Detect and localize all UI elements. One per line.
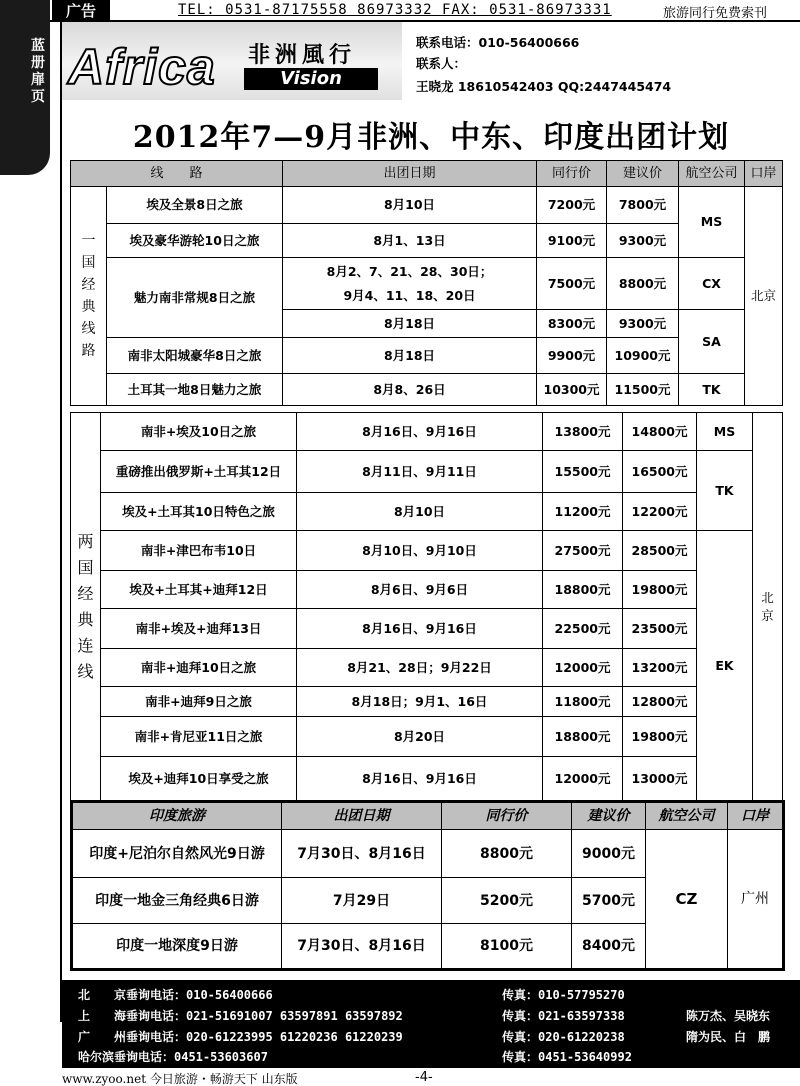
airline: MS: [697, 413, 753, 451]
table-row: [71, 187, 783, 224]
peer-price: 27500元: [543, 531, 623, 571]
suggest-price: 28500元: [623, 531, 697, 571]
col-date: 出团日期: [283, 161, 537, 187]
guangzhou-fax: 传真：020-61220238: [502, 1030, 625, 1044]
date: 8月21、28日；9月22日: [297, 649, 543, 687]
suggest-price: 16500元: [623, 451, 697, 493]
date: 8月18日: [283, 310, 537, 338]
col-peer: 同行价: [537, 161, 607, 187]
table-row: [71, 717, 783, 757]
logo-chinese: 非洲風行: [248, 43, 357, 68]
table-row: [71, 493, 783, 531]
peer-price: 22500元: [543, 609, 623, 649]
airline: CZ: [646, 830, 728, 970]
contact-name: 王晓龙 18610542403 QQ:2447445474: [416, 79, 672, 94]
route: 南非+埃及10日之旅: [101, 413, 297, 451]
col-suggest: 建议价: [572, 802, 646, 830]
table-row: [71, 531, 783, 571]
route: 埃及+迪拜10日享受之旅: [101, 757, 297, 801]
date: 8月16日、9月16日: [297, 609, 543, 649]
side-tab-label: 蓝册扉页: [31, 38, 45, 105]
table-row: [71, 224, 783, 258]
beijing-phone: 北 京垂询电话：010-56400666: [78, 988, 273, 1002]
date: 8月6日、9月6日: [297, 571, 543, 609]
suggest-price: 11500元: [607, 374, 679, 406]
peer-price: 8100元: [442, 924, 572, 970]
date: [283, 258, 537, 310]
port-text: 北京: [761, 589, 774, 623]
table-row: [71, 687, 783, 717]
date: 8月18日；9月1、16日: [297, 687, 543, 717]
table-row: [71, 413, 783, 451]
logo-vision: Vision: [244, 68, 378, 90]
suggest-price: 8400元: [572, 924, 646, 970]
airline: EK: [697, 531, 753, 801]
suggest-price: 19800元: [623, 717, 697, 757]
route: 土耳其一地8日魅力之旅: [107, 374, 283, 406]
date-line-2: 9月4、11、18、20日: [343, 287, 476, 303]
airline: CX: [679, 258, 745, 310]
route: 重磅推出俄罗斯+土耳其12日: [101, 451, 297, 493]
date: 8月10日、9月10日: [297, 531, 543, 571]
shanghai-fax: 传真：021-63597338: [502, 1009, 625, 1023]
peer-price: 11800元: [543, 687, 623, 717]
route: 埃及全景8日之旅: [107, 187, 283, 224]
port: [753, 413, 783, 801]
suggest-price: 7800元: [607, 187, 679, 224]
suggest-price: 9300元: [607, 224, 679, 258]
suggest-price: 9300元: [607, 310, 679, 338]
logo-africa: Africa: [68, 39, 216, 95]
date: 8月18日: [283, 338, 537, 374]
harbin-fax: 传真：0451-53640992: [502, 1050, 632, 1064]
table-row: [71, 609, 783, 649]
route: 南非+迪拜9日之旅: [101, 687, 297, 717]
one-country-table: [70, 160, 783, 406]
contact-person: 联系人：: [416, 56, 467, 71]
date: 7月29日: [282, 878, 442, 924]
date: 8月11日、9月11日: [297, 451, 543, 493]
route: 南非+埃及+迪拜13日: [101, 609, 297, 649]
suggest-price: 23500元: [623, 609, 697, 649]
suggest-price: 5700元: [572, 878, 646, 924]
peer-price: 11200元: [543, 493, 623, 531]
route: 魅力南非常规8日之旅: [107, 258, 283, 338]
peer-price: 10300元: [537, 374, 607, 406]
suggest-price: 12800元: [623, 687, 697, 717]
col-port: 口岸: [745, 161, 783, 187]
date-line-1: 8月2、7、21、28、30日；: [326, 263, 493, 279]
suggest-price: 13000元: [623, 757, 697, 801]
peer-price: 9100元: [537, 224, 607, 258]
peer-price: 12000元: [543, 757, 623, 801]
guangzhou-contact: 隋为民、白 鹏: [686, 1030, 771, 1044]
group-label: [71, 187, 107, 406]
peer-price: 18800元: [543, 717, 623, 757]
page-number: -4-: [415, 1070, 433, 1085]
col-suggest: 建议价: [607, 161, 679, 187]
airline: SA: [679, 310, 745, 374]
table-row: [71, 571, 783, 609]
col-route: 线 路: [71, 161, 283, 187]
two-country-table: [70, 412, 783, 801]
group-text: 一国经典线路: [81, 233, 96, 359]
shanghai-contact: 陈万杰、吴晓东: [686, 1009, 771, 1023]
guangzhou-phone: 广 州垂询电话：020-61223995 61220236 61220239: [78, 1030, 403, 1044]
india-table: [70, 800, 785, 971]
port: 北京: [745, 187, 783, 406]
suggest-price: 14800元: [623, 413, 697, 451]
table-row: [72, 830, 784, 878]
route: 南非+迪拜10日之旅: [101, 649, 297, 687]
peer-price: 12000元: [543, 649, 623, 687]
suggest-price: 8800元: [607, 258, 679, 310]
date: 8月1、13日: [283, 224, 537, 258]
date: 8月8、26日: [283, 374, 537, 406]
table-header: [72, 802, 784, 830]
airline: MS: [679, 187, 745, 258]
suggest-price: 12200元: [623, 493, 697, 531]
route: 印度+尼泊尔自然风光9日游: [72, 830, 282, 878]
airline: TK: [697, 451, 753, 531]
date: 8月10日: [283, 187, 537, 224]
peer-price: 13800元: [543, 413, 623, 451]
airline: TK: [679, 374, 745, 406]
suggest-price: 13200元: [623, 649, 697, 687]
table-row: [71, 649, 783, 687]
beijing-fax: 传真：010-57795270: [502, 988, 625, 1002]
table-row: [71, 258, 783, 310]
harbin-phone: 哈尔滨垂询电话：0451-53603607: [78, 1050, 268, 1064]
page-title: 2012年7—9月非洲、中东、印度出团计划: [132, 120, 730, 155]
table-row: [71, 451, 783, 493]
peer-price: 8800元: [442, 830, 572, 878]
header-tel-fax: TEL: 0531-87175558 86973332 FAX: 0531-86973331: [178, 2, 612, 18]
col-port: 口岸: [728, 802, 784, 830]
date: 7月30日、8月16日: [282, 830, 442, 878]
route: 南非+肯尼亚11日之旅: [101, 717, 297, 757]
route: 埃及+土耳其+迪拜12日: [101, 571, 297, 609]
table-row: [71, 338, 783, 374]
date: 8月20日: [297, 717, 543, 757]
suggest-price: 19800元: [623, 571, 697, 609]
port: 广州: [728, 830, 784, 970]
route: 印度一地金三角经典6日游: [72, 878, 282, 924]
date: 7月30日、8月16日: [282, 924, 442, 970]
group-label: [71, 413, 101, 801]
date: 8月16日、9月16日: [297, 757, 543, 801]
shanghai-phone: 上 海垂询电话：021-51691007 63597891 63597892: [78, 1009, 403, 1023]
route: 埃及+土耳其10日特色之旅: [101, 493, 297, 531]
group-text: 两国经典连线: [77, 531, 94, 681]
table-row: [71, 374, 783, 406]
table-header: [71, 161, 783, 187]
peer-price: 18800元: [543, 571, 623, 609]
contact-phone: 联系电话：010-56400666: [416, 35, 580, 50]
date: 8月16日、9月16日: [297, 413, 543, 451]
col-date: 出团日期: [282, 802, 442, 830]
contact-footer: [62, 980, 800, 1068]
col-peer: 同行价: [442, 802, 572, 830]
route: 南非+津巴布韦10日: [101, 531, 297, 571]
peer-price: 8300元: [537, 310, 607, 338]
route: 印度一地深度9日游: [72, 924, 282, 970]
ad-label: 广告: [52, 0, 110, 22]
header-right-note: 旅游同行免费索刊: [663, 6, 768, 21]
suggest-price: 9000元: [572, 830, 646, 878]
route: 埃及豪华游轮10日之旅: [107, 224, 283, 258]
col-airline: 航空公司: [646, 802, 728, 830]
peer-price: 5200元: [442, 878, 572, 924]
peer-price: 7500元: [537, 258, 607, 310]
route: 南非太阳城豪华8日之旅: [107, 338, 283, 374]
table-row: [71, 757, 783, 801]
peer-price: 7200元: [537, 187, 607, 224]
footer-site: www.zyoo.net 今日旅游・畅游天下 山东版: [62, 1072, 298, 1086]
left-rule: [60, 22, 62, 1022]
peer-price: 15500元: [543, 451, 623, 493]
col-airline: 航空公司: [679, 161, 745, 187]
peer-price: 9900元: [537, 338, 607, 374]
col-route: 印度旅游: [72, 802, 282, 830]
suggest-price: 10900元: [607, 338, 679, 374]
date: 8月10日: [297, 493, 543, 531]
